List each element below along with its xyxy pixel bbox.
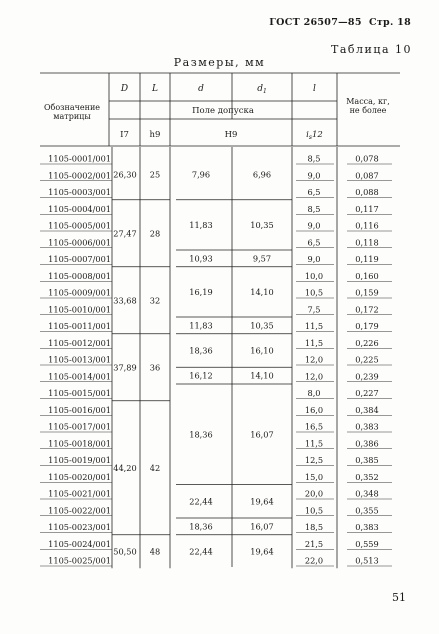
l-cell: 9,0 [307, 170, 321, 181]
mass-cell: 0,160 [355, 270, 379, 281]
d1-value: 16,10 [250, 345, 274, 356]
designation-cell: 1105-0005/001 [48, 220, 111, 231]
d-value: 10,93 [189, 253, 213, 264]
d1-value: 6,96 [252, 169, 272, 180]
designation-cell: 1105-0021/001 [48, 488, 111, 499]
D-value: 44,20 [113, 462, 137, 473]
l-cell: 15,0 [304, 471, 324, 482]
page-number: 51 [392, 591, 406, 604]
designation-cell: 1105-0001/001 [48, 153, 111, 164]
mass-cell: 0,117 [355, 203, 379, 214]
L-value: 28 [149, 228, 161, 239]
l-cell: 7,5 [307, 304, 321, 315]
d-value: 18,36 [189, 521, 213, 532]
mass-cell: 0,384 [355, 404, 379, 415]
col-d-header: d [198, 84, 204, 94]
d-value: 11,83 [189, 320, 213, 331]
designation-cell: 1105-0018/001 [48, 438, 111, 449]
l-cell: 12,5 [304, 455, 324, 465]
designation-cell: 1105-0014/001 [48, 371, 111, 382]
standard-number: ГОСТ 26507—85 [269, 17, 362, 28]
designation-cell: 1105-0009/001 [48, 287, 111, 298]
mass-cell: 0,348 [355, 488, 379, 499]
tol-d: H9 [224, 130, 238, 140]
d1-value: 14,10 [250, 286, 274, 297]
designation-cell: 1105-0019/001 [48, 455, 111, 465]
designation-cell: 1105-0013/001 [48, 354, 111, 365]
D-value: 26,30 [113, 169, 137, 180]
col-mass-line2: не более [349, 106, 387, 115]
mass-cell: 0,513 [355, 555, 379, 566]
mass-cell: 0,088 [355, 187, 379, 197]
d-value: 16,12 [189, 370, 213, 381]
col-l-header: l [313, 84, 316, 94]
l-cell: 11,5 [304, 438, 324, 449]
designation-cell: 1105-0002/001 [48, 170, 111, 181]
designation-cell: 1105-0012/001 [48, 337, 111, 348]
L-value: 48 [149, 546, 161, 557]
designation-cell: 1105-0022/001 [48, 505, 111, 516]
l-cell: 11,5 [304, 321, 324, 331]
designation-cell: 1105-0016/001 [48, 404, 111, 415]
d1-value: 19,64 [250, 546, 274, 557]
l-cell: 11,5 [304, 337, 324, 348]
l-cell: 8,0 [307, 388, 321, 398]
l-cell: 10,0 [304, 270, 324, 281]
d1-value: 10,35 [250, 219, 274, 230]
d1-value: 16,07 [250, 521, 274, 532]
tol-l: $i_s12$ [306, 130, 323, 141]
designation-cell: 1105-0017/001 [48, 421, 111, 432]
designation-cell: 1105-0007/001 [48, 254, 111, 264]
designation-cell: 1105-0006/001 [48, 237, 111, 248]
L-value: 25 [149, 169, 161, 180]
d1-value: 19,64 [250, 496, 274, 507]
d-value: 16,19 [189, 286, 213, 297]
table-header [44, 84, 390, 141]
d1-value: 9,57 [252, 253, 272, 264]
l-cell: 6,5 [307, 237, 321, 248]
mass-cell: 0,227 [355, 388, 379, 398]
col-mass-line1: Масса, кг, [346, 97, 390, 106]
mass-cell: 0,386 [355, 438, 379, 449]
l-cell: 10,5 [304, 287, 324, 298]
l-cell: 9,0 [307, 254, 321, 264]
mass-cell: 0,179 [355, 321, 379, 331]
d-value: 18,36 [189, 345, 213, 356]
mass-cell: 0,226 [355, 337, 379, 348]
mass-cell: 0,239 [355, 371, 379, 382]
d-value: 22,44 [189, 496, 213, 507]
l-cell: 16,5 [304, 421, 324, 432]
l-cell: 12,0 [304, 354, 324, 365]
designation-cell: 1105-0023/001 [48, 522, 111, 532]
l-cell: 12,0 [304, 371, 324, 382]
d1-value: 16,07 [250, 429, 274, 440]
designation-cell: 1105-0008/001 [48, 270, 111, 281]
designation-cell: 1105-0024/001 [48, 538, 111, 549]
tol-D: I7 [120, 130, 129, 140]
designation-cell: 1105-0020/001 [48, 471, 111, 482]
l-cell: 8,5 [307, 153, 321, 164]
D-value: 33,68 [113, 295, 137, 306]
mass-cell: 0,352 [355, 471, 379, 482]
col-designation-line1: Обозначение [43, 103, 101, 112]
l-cell: 21,5 [304, 538, 324, 549]
mass-cell: 0,118 [355, 237, 379, 248]
d-value: 22,44 [189, 546, 213, 557]
tolerance-label: Поле допуска [192, 106, 254, 116]
tol-L: h9 [149, 130, 161, 140]
d-value: 7,96 [191, 169, 211, 180]
mass-cell: 0,116 [355, 220, 379, 231]
L-value: 42 [149, 462, 161, 473]
mass-cell: 0,078 [355, 153, 379, 164]
d-value: 11,83 [189, 219, 213, 230]
col-D-header: D [120, 84, 129, 94]
l-cell: 9,0 [307, 220, 321, 231]
mass-cell: 0,355 [355, 505, 379, 516]
designation-cell: 1105-0015/001 [48, 388, 111, 398]
col-L-header: L [152, 84, 158, 94]
col-d1-header: $d_1$ [257, 84, 267, 95]
designation-cell: 1105-0004/001 [48, 203, 111, 214]
l-cell: 20,0 [304, 488, 324, 499]
table-body [40, 147, 392, 568]
mass-cell: 0,225 [355, 354, 379, 365]
l-cell: 6,5 [307, 187, 321, 197]
designation-cell: 1105-0010/001 [48, 304, 111, 315]
l-cell: 10,5 [304, 505, 324, 516]
l-cell: 16,0 [304, 404, 324, 415]
l-cell: 22,0 [304, 555, 324, 566]
mass-cell: 0,087 [355, 170, 379, 181]
mass-cell: 0,383 [355, 522, 379, 532]
d1-value: 10,35 [250, 320, 274, 331]
mass-cell: 0,385 [355, 455, 379, 465]
L-value: 32 [149, 295, 161, 306]
L-value: 36 [149, 362, 161, 373]
d-value: 18,36 [189, 429, 213, 440]
designation-cell: 1105-0003/001 [48, 187, 111, 197]
dimensions-caption: Размеры, мм [173, 56, 266, 69]
l-cell: 18,5 [304, 522, 324, 532]
designation-cell: 1105-0011/001 [48, 321, 111, 331]
mass-cell: 0,119 [355, 254, 379, 264]
table-label: Таблица 10 [331, 43, 412, 56]
D-value: 50,50 [113, 546, 137, 557]
D-value: 27,47 [113, 228, 137, 239]
mass-cell: 0,159 [355, 287, 379, 298]
d1-value: 14,10 [250, 370, 274, 381]
mass-cell: 0,172 [355, 304, 379, 315]
l-cell: 8,5 [307, 203, 321, 214]
D-value: 37,89 [113, 362, 137, 373]
col-designation-line2: матрицы [53, 112, 91, 121]
mass-cell: 0,383 [355, 421, 379, 432]
mass-cell: 0,559 [355, 538, 379, 549]
designation-cell: 1105-0025/001 [48, 555, 111, 566]
page-label: Стр. 18 [368, 17, 411, 28]
